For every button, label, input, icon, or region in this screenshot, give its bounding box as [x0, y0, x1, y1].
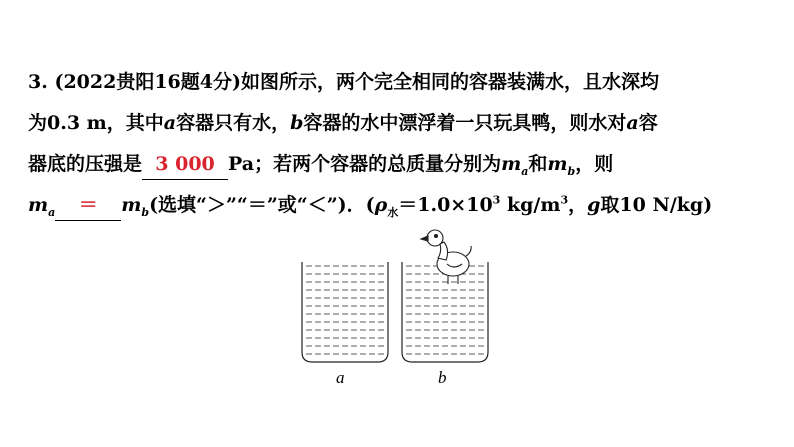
density-exponent: 3: [492, 193, 501, 207]
density-symbol: ρ: [374, 194, 388, 216]
then-text: ，则: [575, 153, 614, 175]
mass-subscript-a: a: [521, 164, 529, 178]
question-line-2-suffix: 容: [638, 112, 658, 134]
variable-b: b: [290, 112, 304, 134]
question-line-3-prefix: 器底的压强是: [28, 153, 143, 175]
containers-diagram: [290, 222, 490, 392]
container-b: [402, 262, 488, 362]
and-text: 和: [528, 153, 548, 175]
density-unit: kg/m: [500, 194, 561, 216]
question-line-2-prefix: 为0.3 m，其中: [28, 112, 164, 134]
question-line-3-unit: Pa；若两个容器的总质量分别为: [228, 153, 502, 175]
question-line-2-mid1: 容器只有水，: [176, 112, 291, 134]
mass-symbol-mb-2: m: [121, 194, 142, 216]
toy-duck-icon: [421, 230, 471, 284]
question-line-1-text: 如图所示，两个完全相同的容器装满水，且水深均: [241, 71, 660, 93]
comma-text: ，: [568, 194, 588, 216]
question-source: (2022贵阳16题4分): [54, 71, 241, 93]
label-b: b: [438, 368, 447, 387]
question-line-4: [28, 185, 788, 226]
density-unit-exponent: 3: [560, 193, 569, 207]
density-subscript-water: 水: [387, 205, 399, 219]
container-a: [302, 262, 388, 362]
question-number: 3.: [28, 71, 48, 93]
mass-symbol-mb: m: [547, 153, 568, 175]
mass-subscript-b: b: [567, 164, 576, 178]
gravity-symbol: g: [587, 194, 601, 216]
question-text: [28, 62, 788, 226]
answer-blank-2[interactable]: ＝: [55, 190, 121, 221]
variable-a: a: [163, 112, 177, 134]
question-line-2-mid2: 容器的水中漂浮着一只玩具鸭，则水对: [303, 112, 627, 134]
gravity-value: 取10 N/kg): [600, 194, 713, 216]
question-line-2: [28, 103, 788, 144]
mass-subscript-b-2: b: [141, 205, 150, 219]
density-value: ＝1.0×10: [398, 194, 493, 216]
mass-symbol-ma-2: m: [28, 194, 49, 216]
question-line-4-mid: (选填“＞”“＝”或“＜”)．(: [149, 194, 375, 216]
answer-blank-1[interactable]: 3 000: [142, 149, 228, 180]
variable-a-2: a: [626, 112, 639, 134]
question-line-3: [28, 144, 788, 185]
mass-symbol-ma: m: [501, 153, 522, 175]
mass-subscript-a-2: a: [48, 205, 56, 219]
label-a: a: [336, 368, 345, 387]
container-figure: [290, 222, 490, 392]
question-line-1: [28, 62, 788, 103]
